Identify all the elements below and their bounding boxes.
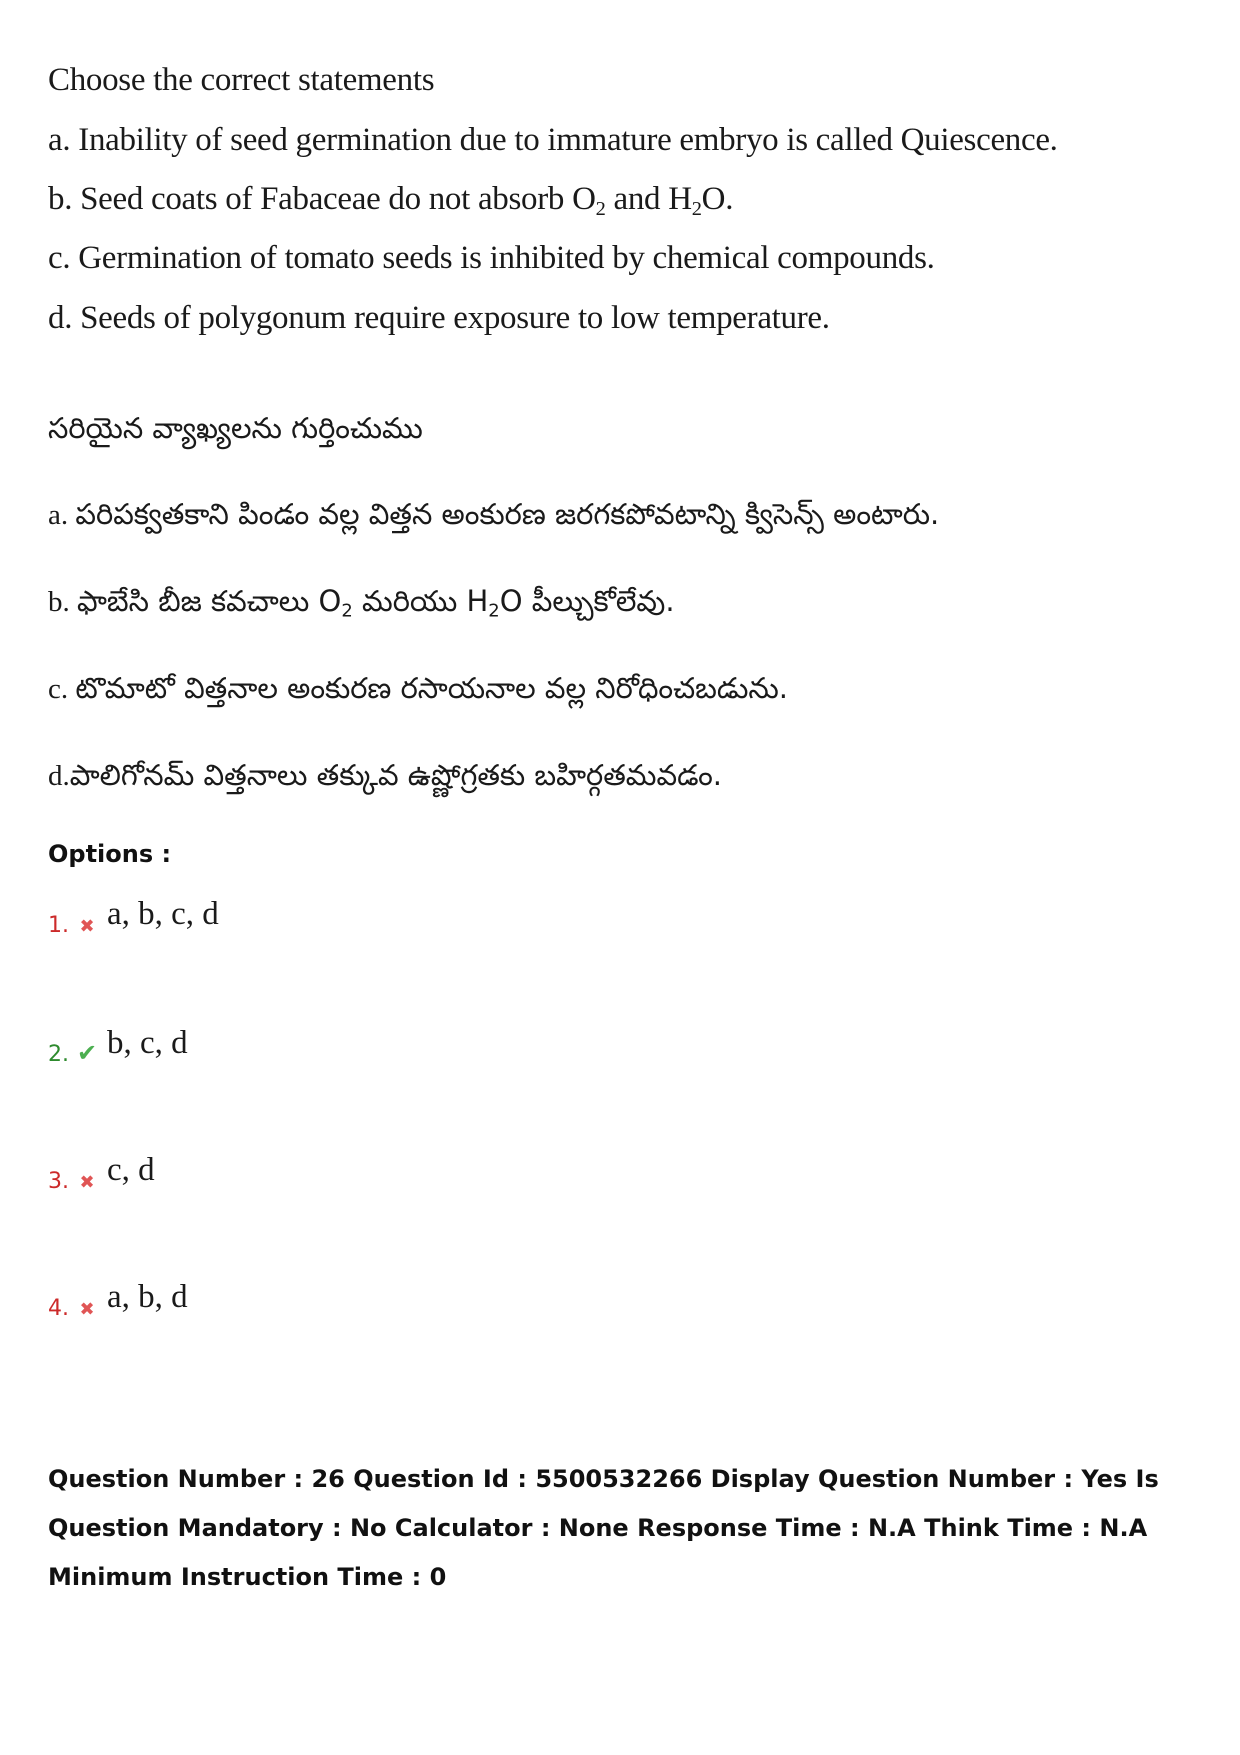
telugu-statement-b: [48, 581, 675, 622]
option-text: a, b, c, d: [107, 896, 219, 932]
statement-text-after: O.: [701, 181, 734, 217]
question-metadata: Question Number : 26 Question Id : 5500532266 Display Question Number : Yes Is Question Mandatory : No Calculator : None Response Time : N.A Think Time : N.A Minimum Instruction Time : 0: [48, 1465, 1159, 1591]
option-number: 3.: [48, 1169, 69, 1194]
english-statement-c: [48, 238, 935, 278]
statement-text-mid: and H: [605, 181, 692, 217]
statement-text: పరిపక్వతకాని పిండం వల్ల విత్తన అంకురణ జరగకపోవటాన్ని క్విసెన్స్ అంటారు.: [75, 497, 940, 531]
statement-text: పాలిగోనమ్ విత్తనాలు తక్కువ ఉష్ణోగ్రతకు బహిర్గతమవడం.: [69, 758, 723, 792]
statement-text: Germination of tomato seeds is inhibited by chemical compounds.: [78, 240, 935, 276]
subscript: 2: [595, 198, 606, 221]
option-number: 1.: [48, 913, 69, 938]
option-text: b, c, d: [107, 1025, 188, 1061]
statement-prefix: c.: [48, 673, 76, 705]
telugu-statement-a: [48, 494, 939, 535]
english-statement-b: [48, 179, 733, 219]
statement-text: Seeds of polygonum require exposure to low temperature.: [80, 300, 830, 336]
statement-text: Inability of seed germination due to immature embryo is called Quiescence.: [78, 122, 1058, 158]
subscript: 2: [691, 198, 702, 221]
option-number: 4.: [48, 1296, 69, 1321]
cross-icon: ✖: [79, 1172, 95, 1193]
statement-prefix: a.: [48, 499, 76, 531]
cross-icon: ✖: [79, 1299, 95, 1320]
statement-prefix: b.: [48, 181, 81, 217]
english-statement-d: [48, 298, 830, 338]
statement-text-before: ఫాబేసి బీజ కవచాలు O: [77, 584, 342, 618]
english-prompt: Choose the correct statements: [48, 62, 435, 98]
option-2[interactable]: [48, 1025, 188, 1083]
subscript: 2: [341, 600, 353, 622]
option-text: c, d: [107, 1152, 155, 1188]
telugu-statement-c: [48, 668, 788, 709]
option-number: 2.: [48, 1042, 69, 1067]
option-1[interactable]: [48, 896, 219, 954]
statement-text-after: O పీల్చుకోలేవు.: [499, 584, 675, 618]
cross-icon: ✖: [79, 916, 95, 937]
telugu-prompt: సరియైన వ్యాఖ్యలను గుర్తించుము: [48, 411, 423, 445]
option-3[interactable]: [48, 1152, 155, 1210]
option-text: a, b, d: [107, 1279, 188, 1315]
telugu-statement-d: [48, 755, 722, 796]
statement-text-mid: మరియు H: [352, 584, 489, 618]
option-4[interactable]: [48, 1279, 188, 1337]
subscript: 2: [488, 600, 500, 622]
statement-text-before: Seed coats of Fabaceae do not absorb O: [80, 181, 596, 217]
check-icon: ✔: [76, 1039, 98, 1067]
statement-text: టొమాటో విత్తనాల అంకురణ రసాయనాల వల్ల నిరోధించబడును.: [75, 671, 789, 705]
options-heading: Options :: [48, 840, 172, 868]
statement-prefix: d.: [48, 300, 81, 336]
english-statement-a: [48, 120, 1058, 160]
statement-prefix: c.: [48, 240, 79, 276]
statement-prefix: a.: [48, 122, 79, 158]
statement-prefix: d.: [48, 760, 70, 792]
statement-prefix: b.: [48, 586, 77, 618]
